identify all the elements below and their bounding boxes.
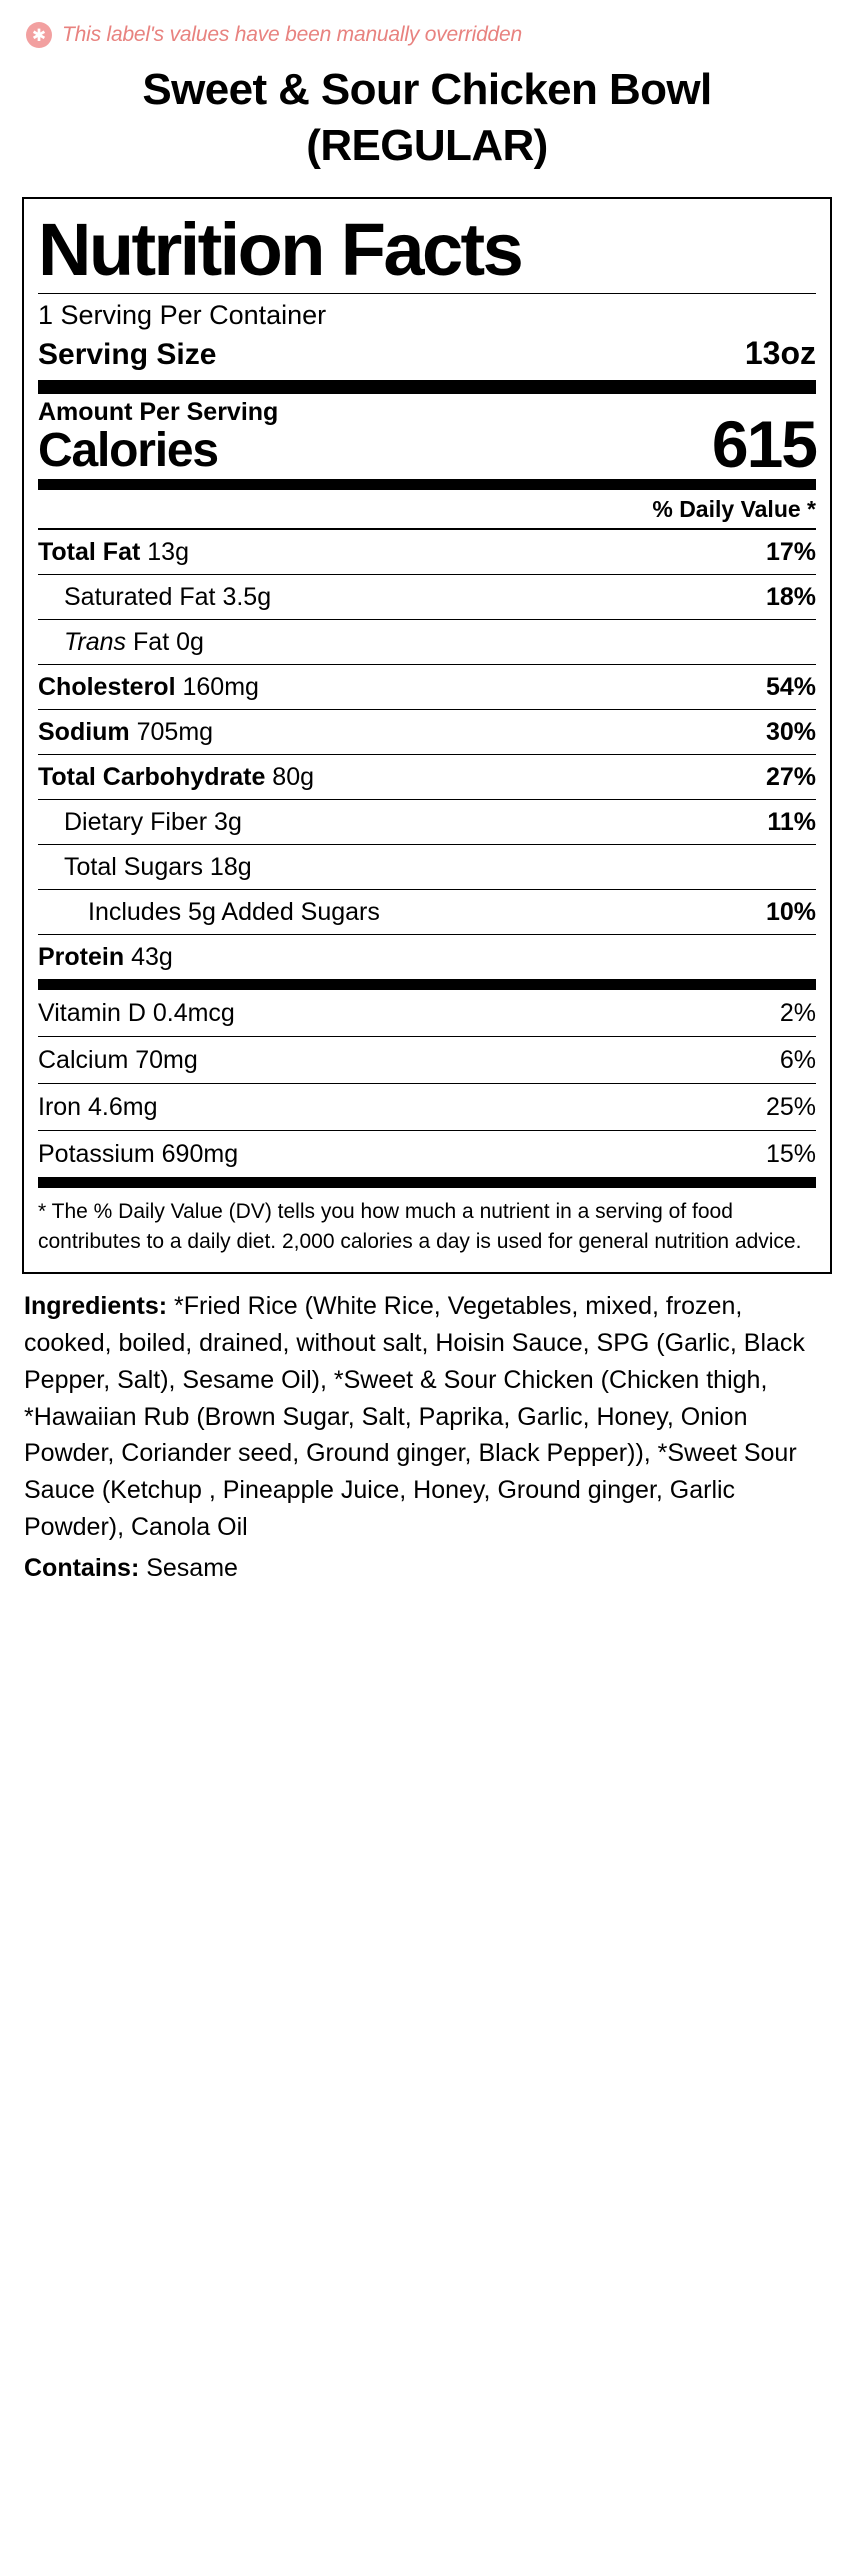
nutrient-amount: 705mg	[136, 717, 214, 746]
nutrient-dv: 27%	[765, 762, 816, 791]
override-notice-text: This label's values have been manually overridden	[62, 23, 522, 46]
ingredients-label: Ingredients:	[24, 1292, 168, 1321]
contains-section	[22, 1546, 832, 1586]
nutrition-facts-title: Nutrition Facts	[38, 207, 522, 291]
page-title	[22, 62, 832, 175]
calories-value: 615	[711, 406, 816, 481]
nutrient-name: Cholesterol	[38, 672, 176, 701]
nutrient-dv: 17%	[765, 537, 816, 566]
servings-per-container: 1 Serving Per Container	[38, 299, 327, 330]
divider-thick-2	[38, 479, 816, 490]
nutrient-amount: 43g	[131, 942, 173, 971]
vitamin-row	[38, 1084, 816, 1130]
ingredients-text: *Fried Rice (White Rice, Vegetables, mixed, frozen, cooked, boiled, drained, without salt, Hoisin Sauce, SPG (Garlic, Black Pepper, Salt), Sesame Oil), *Sweet & Sour Chicken (Chicken thigh, *Hawaiian Rub (Brown Sugar, Salt, Paprika, Garlic, Honey, Onion Powder, Coriander seed, Ground ginger, Black Pepper)), *Sweet Sour Sauce (Ketchup , Pineapple Juice, Honey, Ground ginger, Garlic Powder), Canola Oil	[24, 1292, 805, 1541]
nutrient-dv: 30%	[765, 717, 816, 746]
daily-value-footnote: * The % Daily Value (DV) tells you how much a nutrient in a serving of food contributes to a daily diet. 2,000 calories a day is used for general nutrition advice.	[38, 1199, 802, 1253]
calories-label: Calories	[38, 424, 218, 478]
vitamin-dv: 15%	[765, 1139, 816, 1168]
nutrient-row	[38, 620, 816, 664]
nutrient-row	[38, 710, 816, 754]
nutrient-dv: 11%	[767, 807, 816, 836]
asterisk-icon: ✱	[26, 22, 52, 48]
nutrition-facts-panel	[22, 197, 832, 1275]
nutrient-row	[38, 935, 816, 979]
vitamin-row	[38, 990, 816, 1036]
divider-thick	[38, 380, 816, 394]
serving-size-value: 13oz	[744, 334, 816, 371]
nutrient-name: Saturated Fat	[64, 582, 216, 611]
nutrient-row	[38, 530, 816, 574]
calories-row	[38, 394, 816, 479]
nutrient-amount: 80g	[272, 762, 315, 791]
nutrient-name: Includes 5g Added Sugars	[88, 897, 380, 926]
nutrient-row	[38, 890, 816, 934]
nutrient-name: Trans	[64, 627, 127, 656]
vitamin-name: Iron 4.6mg	[38, 1092, 158, 1121]
nutrient-row	[38, 575, 816, 619]
nutrient-amount: 18g	[209, 852, 252, 881]
nutrient-row	[38, 665, 816, 709]
vitamin-name: Potassium 690mg	[38, 1139, 239, 1168]
nutrient-amount: 160mg	[182, 672, 259, 701]
contains-text: Sesame	[139, 1553, 238, 1582]
amount-per-serving-label: Amount Per Serving	[38, 397, 279, 426]
nutrient-dv: 10%	[765, 897, 816, 926]
vitamin-name: Calcium 70mg	[38, 1045, 198, 1074]
daily-value-header: % Daily Value *	[652, 495, 816, 522]
nutrient-amount: Fat 0g	[133, 627, 204, 656]
nutrient-name: Dietary Fiber	[64, 807, 208, 836]
nutrient-row	[38, 755, 816, 799]
nutrient-name: Total Fat	[38, 537, 141, 566]
nutrient-name: Protein	[38, 942, 125, 971]
override-notice	[26, 22, 832, 48]
serving-size-label: Serving Size	[38, 337, 217, 371]
divider-thick-3	[38, 979, 816, 990]
nutrient-amount: 13g	[147, 537, 189, 566]
nutrient-amount: 3g	[214, 807, 242, 836]
product-size: (REGULAR)	[306, 121, 548, 171]
divider-thick-4	[38, 1177, 816, 1188]
vitamin-row	[38, 1037, 816, 1083]
vitamin-row	[38, 1131, 816, 1177]
nutrient-dv: 54%	[765, 672, 816, 701]
serving-size-row	[38, 333, 816, 380]
contains-label: Contains:	[24, 1553, 140, 1582]
vitamin-dv: 6%	[779, 1045, 816, 1074]
vitamin-dv: 25%	[765, 1092, 816, 1121]
nutrient-name: Total Sugars	[64, 852, 203, 881]
nutrient-amount: 3.5g	[222, 582, 272, 611]
vitamin-dv: 2%	[779, 998, 816, 1027]
nutrient-dv: 18%	[765, 582, 816, 611]
ingredients-section	[22, 1274, 832, 1545]
nutrient-name: Sodium	[38, 717, 130, 746]
nutrient-row	[38, 845, 816, 889]
vitamin-name: Vitamin D 0.4mcg	[38, 998, 235, 1027]
nutrient-name: Total Carbohydrate	[38, 762, 266, 791]
product-name: Sweet & Sour Chicken Bowl	[142, 65, 712, 114]
nutrient-row	[38, 800, 816, 844]
